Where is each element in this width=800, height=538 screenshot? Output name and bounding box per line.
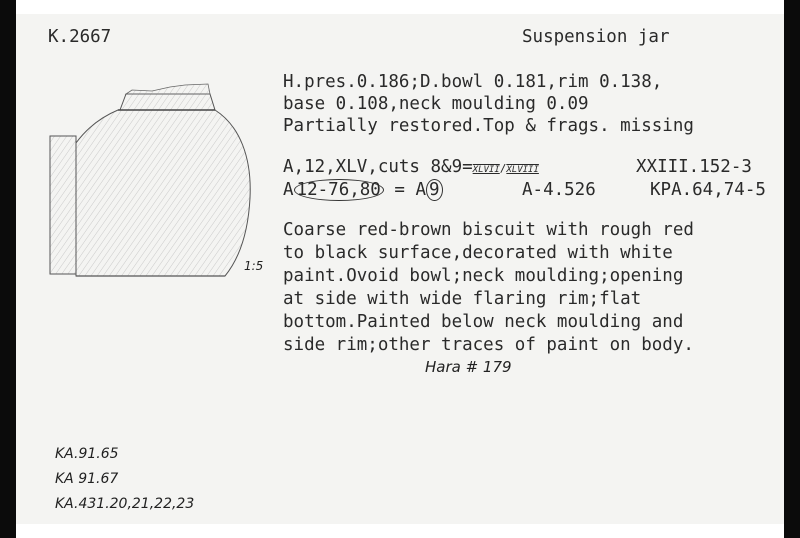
ref-line1-prefix: A,12,XLV,cuts 8&9=: [283, 157, 473, 177]
catalog-number: K.2667: [48, 27, 112, 47]
measurements-line-2: base 0.108,neck moulding 0.09: [283, 94, 589, 114]
handwritten-accession: KA 91.67: [55, 471, 119, 487]
circled-number: 9: [426, 179, 443, 201]
condition-line: Partially restored.Top & frags. missing: [283, 116, 694, 136]
description-line: at side with wide flaring rim;flat: [283, 289, 642, 309]
reference-line-1: [283, 157, 539, 177]
description-line: paint.Ovoid bowl;neck moulding;opening: [283, 266, 684, 286]
left-scan-border: [0, 0, 16, 538]
ref-line2-prefix: A: [283, 180, 294, 200]
handwritten-note: Hara # 179: [425, 358, 512, 376]
reference-right-2: KPA.64,74-5: [650, 180, 766, 200]
reference-right-1: XXIII.152-3: [636, 157, 752, 177]
description-line: bottom.Painted below neck moulding and: [283, 312, 684, 332]
ref-roman-1: XLVII: [472, 165, 500, 175]
description-line: Coarse red-brown biscuit with rough red: [283, 220, 694, 240]
reference-mid-2: A-4.526: [522, 180, 596, 200]
ref-equals: = A: [383, 180, 426, 200]
description-line: side rim;other traces of paint on body.: [283, 335, 694, 355]
ref-roman-2: XLVIII: [506, 165, 539, 175]
bottom-scan-margin: [16, 524, 784, 538]
vessel-drawing: [40, 78, 270, 283]
vessel-body: [76, 110, 250, 276]
top-scan-margin: [16, 0, 784, 14]
circled-range: 12-76,80: [294, 179, 384, 201]
side-rim: [50, 136, 76, 274]
handwritten-accession: KA.91.65: [55, 446, 119, 462]
vessel-neck: [120, 94, 215, 110]
ref-slash: /: [499, 162, 507, 175]
description-line: to black surface,decorated with white: [283, 243, 673, 263]
reference-line-2: [283, 180, 443, 200]
measurements-line-1: H.pres.0.186;D.bowl 0.181,rim 0.138,: [283, 72, 663, 92]
handwritten-accession: KA.431.20,21,22,23: [55, 496, 195, 512]
object-title: Suspension jar: [522, 27, 670, 47]
broken-top: [126, 84, 210, 94]
drawing-scale: 1:5: [244, 259, 264, 273]
right-scan-border: [784, 0, 800, 538]
